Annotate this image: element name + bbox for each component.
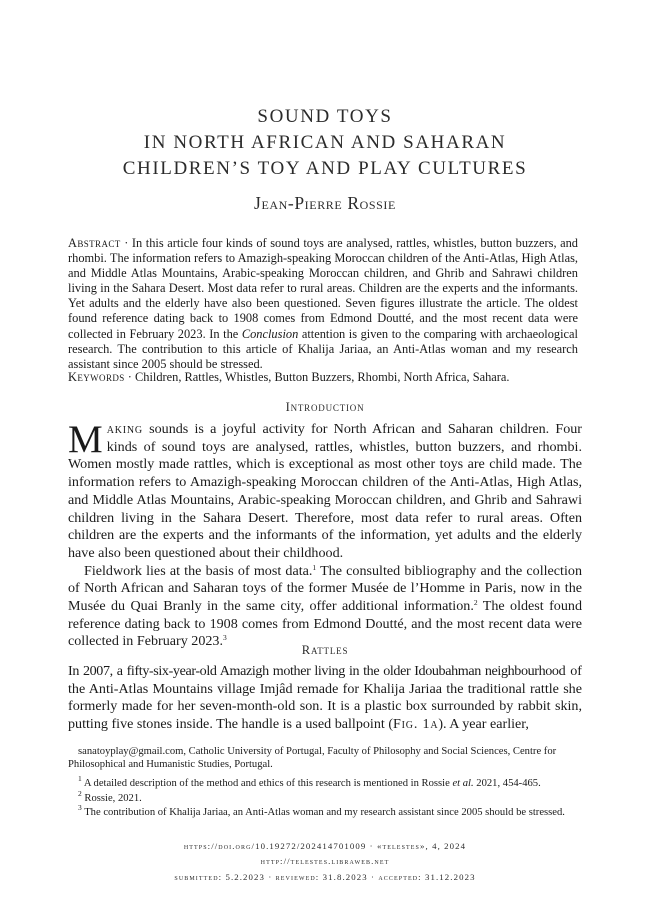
figure-reference[interactable]: Fig. 1a bbox=[393, 716, 439, 733]
footnote-2-text: Rossie, 2021. bbox=[81, 792, 142, 804]
rattles-text-b: ). A year earlier, bbox=[438, 716, 529, 733]
footnote-1-italic: et al. bbox=[452, 778, 474, 790]
abstract-separator: · bbox=[120, 236, 132, 250]
author-name: Jean-Pierre Rossie bbox=[254, 193, 396, 213]
abstract-label: Abstract bbox=[68, 236, 121, 250]
footnote-1-text: A detailed description of the method and ethics of this research is mentioned in Rossie bbox=[81, 778, 453, 790]
intro-paragraph-1-text: sounds is a joyful activity for North African and Saharan children. Four kinds of sound toys are analysed, rattles, whistles, button buzzers, and rhombi. Women mostly made rattles, which is exceptional as most other toys are child made. The information refers to Amazigh-speaking Moroccan children of the Anti-Atlas, High Atlas, and Middle Atlas Mountains, Arabic-speaking Moroccan children, and Ghrib and Sahrawi children living in the Sahara Desert. Therefore, most data refer to rural areas. Often children are the experts and the informants of the information, yet adults and the elderly have also been questioned about their childhood. bbox=[68, 421, 582, 561]
doi-line[interactable]: https://doi.org/10.19272/202414701009 · «telestes», 4, 2024 bbox=[183, 841, 467, 851]
footnote-3-text: The contribution of Khalija Jariaa, an Anti-Atlas woman and my research assistant since 2005 should be stressed. bbox=[81, 806, 565, 818]
rattles-text-a: of the Anti-Atlas Mountains village Imjâd remade for Khalija Jariaa the traditional rattle she formerly made for her seven-month-old son. It is a plastic box surrounded by rabbit skin, putting five stones inside. The handle is a used ballpoint ( bbox=[68, 663, 582, 733]
keywords-label: Keywords bbox=[68, 370, 125, 384]
keywords-list: Children, Rattles, Whistles, Button Buzzers, Rhombi, North Africa, Sahara. bbox=[134, 370, 510, 384]
abstract bbox=[68, 236, 578, 372]
abstract-text-end: attention is given to the comparing with archaeological research. The contribution to this article of Khalija Jariaa, an Anti-Atlas woman and my research assistant since 2005 should be stressed. bbox=[68, 326, 578, 371]
footnotes bbox=[68, 745, 582, 819]
footnote-1-text-end: 2021, 454-465. bbox=[473, 778, 541, 790]
drop-cap: M bbox=[68, 418, 103, 461]
keywords bbox=[68, 370, 588, 385]
section-heading-introduction: Introduction bbox=[285, 400, 365, 414]
rattles-body bbox=[68, 663, 582, 734]
article-title-line-1: SOUND TOYS bbox=[257, 106, 393, 127]
author-affiliation: sanatoyplay@gmail.com, Catholic University of Portugal, Faculty of Philosophy and Social Sciences, Centre for Philosophical and Humanistic Studies, Portugal. bbox=[68, 746, 557, 771]
footnote-ref-3[interactable]: 3 bbox=[222, 633, 227, 643]
submission-dates: submitted: 5.2.2023 · reviewed: 31.8.2023 · accepted: 31.12.2023 bbox=[174, 872, 476, 882]
footnote-1-number: 1 bbox=[78, 774, 82, 784]
journal-url[interactable]: http://telestes.libraweb.net bbox=[260, 856, 390, 866]
intro-paragraph-2-text-a: Fieldwork lies at the basis of most data. bbox=[84, 562, 313, 579]
footnote-2-number: 2 bbox=[78, 788, 82, 798]
intro-paragraph-2 bbox=[68, 563, 582, 652]
abstract-text: In this article four kinds of sound toys are analysed, rattles, whistles, button buzzers, and rhombi. The information refers to Amazigh-speaking Moroccan children of the Anti-Atlas, High Atlas, and Middle Atlas Mountains, Arabic-speaking Moroccan children, and Ghrib and Sahrawi children living in the Sahara Desert. Most data refer to rural areas. Children are the experts and the informants. Yet adults and the elderly have also been questioned. Seven figures illustrate the article. The oldest found reference dating back to 1908 comes from Edmond Doutté, and the most recent data were collected in February 2023. In the bbox=[68, 236, 579, 341]
abstract-italic-term: Conclusion bbox=[241, 326, 299, 341]
footnote-3 bbox=[68, 802, 582, 819]
section-heading-rattles: Rattles bbox=[301, 643, 349, 657]
keywords-separator: · bbox=[124, 370, 135, 384]
footnote-3-number: 3 bbox=[78, 802, 82, 812]
footnote-2 bbox=[68, 788, 582, 805]
article-title-line-3: CHILDREN’S TOY AND PLAY CULTURES bbox=[122, 158, 528, 179]
intro-paragraph-1 bbox=[68, 418, 582, 563]
article-title-line-2: IN NORTH AFRICAN AND SAHARAN bbox=[143, 132, 507, 153]
intro-paragraph-2-text-c: The oldest found reference dating back to 1908 comes from Edmond Doutté, and the most recent data were collected in February 2023. bbox=[68, 598, 582, 650]
introduction-body bbox=[68, 418, 582, 651]
intro-lead-smallcaps: aking bbox=[106, 421, 143, 437]
rattles-paragraph bbox=[68, 663, 582, 734]
rattles-first-line: In 2007, a fifty-six-year-old Amazigh mother living in the older Idoubahman neighbourhood bbox=[68, 663, 566, 679]
footnote-ref-2[interactable]: 2 bbox=[473, 598, 478, 608]
footnote-ref-1[interactable]: 1 bbox=[312, 562, 317, 572]
footnote-1 bbox=[68, 774, 582, 790]
intro-paragraph-2-text-b: The consulted bibliography and the collection of North African and Saharan toys of the former Musée de l’Homme in Paris, now in the Musée du Quai Branly in the same city, offer additional information. bbox=[68, 562, 582, 615]
